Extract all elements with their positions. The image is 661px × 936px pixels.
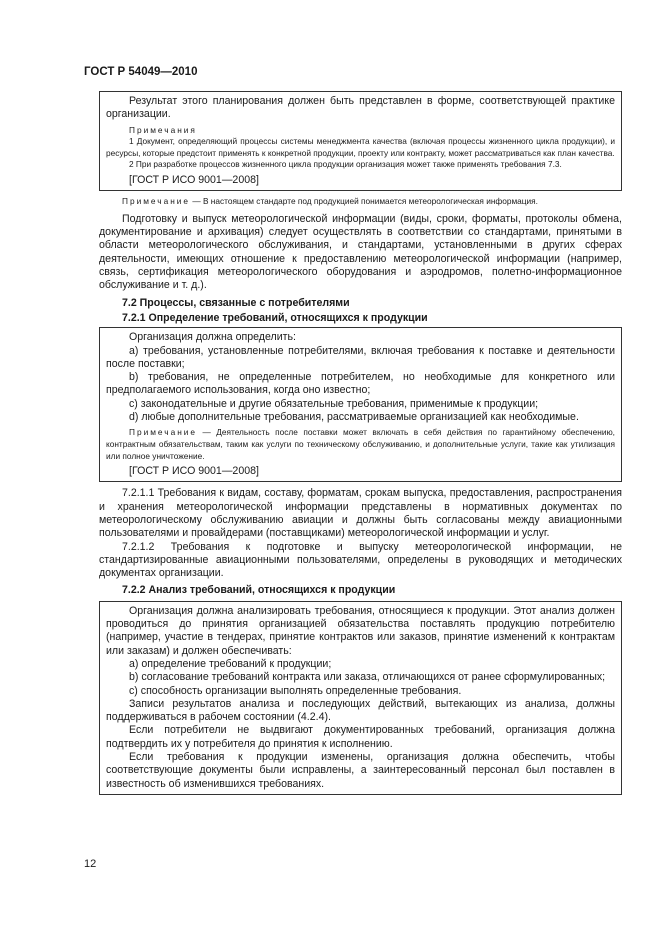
box2-item-a: а) требования, установленные потребителями, включая требования к поставке и деятельности после поставки; [106, 344, 615, 370]
heading-7-2: 7.2 Процессы, связанные с потребителями [122, 296, 350, 309]
box2-item-b: b) требования, не определенные потребителем, но необходимые для конкретного или предполагаемого использования, когда оно известно; [106, 371, 615, 397]
box1-reference: [ГОСТ Р ИСО 9001—2008] [129, 173, 259, 186]
heading-7-2-1: 7.2.1 Определение требований, относящихся к продукции [122, 311, 428, 324]
document-header: ГОСТ Р 54049—2010 [84, 66, 198, 78]
box3-paragraph-1: Организация должна анализировать требования, относящиеся к продукции. Этот анализ должен проводиться до принятия организацией обязательства поставлять продукцию потребителю (например, участие в тендерах, принятие контрактов или заказов, принятие изменений к контрактам или заказам) и должен обеспечивать: [106, 604, 615, 657]
page-number: 12 [84, 858, 97, 870]
note-label: Примечание [122, 196, 191, 207]
box1-note-1: 1 Документ, определяющий процессы системы менеджмента качества (включая процессы жизненного цикла продукции), и ресурсы, которые предстоит применять к конкретной продукции, проекту или контракту, может рассматриваться как план качества. [106, 136, 615, 158]
box2-item-c: c) законодательные и другие обязательные требования, применимые к продукции; [129, 397, 539, 410]
page-content [99, 91, 622, 795]
paragraph-preparation: Подготовку и выпуск метеорологической информации (виды, сроки, форматы, протоколы обмена, документирование и архивация) следует осуществлять в соответствии со стандартами, принятыми в области метеорологического обслуживания, и стандартами, установленными в других сферах деятельности, имеющих отношение к предоставлению метеорологической информации (например, связь, сертификация метеорологического оборудования и аэродромов, полетно-информационное обслуживание и т. д.). [99, 212, 622, 292]
box3-paragraph-4: Если требования к продукции изменены, организация должна обеспечить, чтобы соответствующие документы были исправлены, а заинтересованный персонал был поставлен в известность об изменившихся требованиях. [106, 751, 615, 790]
box3-paragraph-2: Записи результатов анализа и последующих действий, вытекающих из анализа, должны поддерживаться в рабочем состоянии (4.2.4). [106, 697, 615, 724]
box2-item-d: d) любые дополнительные требования, рассматриваемые организацией как необходимые. [129, 411, 579, 424]
box1-note-2: 2 При разработке процессов жизненного цикла продукции организация может также применять требования 7.3. [129, 159, 562, 170]
box2-intro: Организация должна определить: [129, 331, 296, 344]
note-text: — В настоящем стандарте под продукцией понимается метеорологическая информация. [190, 196, 538, 207]
heading-7-2-2: 7.2.2 Анализ требований, относящихся к продукции [122, 584, 396, 597]
paragraph-7-2-1-1: 7.2.1.1 Требования к видам, составу, форматам, срокам выпуска, предоставления, распространения и хранения метеорологической информации представлены в нормативных документах по метеорологическому обслуживанию авиации и должны быть согласованы между авиационными пользователями и провайдерами (поставщиками) метеорологической информации и услуг. [99, 487, 622, 540]
box3-item-a: а) определение требований к продукции; [129, 657, 332, 670]
box2-note [106, 427, 615, 462]
box1-notes-title: Примечания [129, 124, 197, 135]
box3-item-c: c) способность организации выполнять определенные требования. [129, 684, 462, 697]
box3-paragraph-3: Если потребители не выдвигают документированных требований, организация должна подтвердить их у потребителя до принятия к исполнению. [106, 724, 615, 750]
quote-box-analysis [99, 601, 622, 795]
quote-box-planning [99, 91, 622, 191]
box1-paragraph: Результат этого планирования должен быть представлен в форме, соответствующей практике организации. [106, 95, 615, 121]
note-after-box1 [99, 196, 622, 208]
box3-item-b: b) согласование требований контракта или заказа, отличающихся от ранее сформулированных; [129, 671, 606, 684]
box2-note-text: — Деятельность после поставки может включать в себя действия по гарантийному обеспечению, контрактным обязательствам, таким как услуги по техническому обслуживанию, и дополнительные услуги, такие как утилизация или полное уничтожение. [106, 427, 615, 461]
quote-box-requirements [99, 327, 622, 482]
box2-note-label: Примечание [129, 427, 198, 438]
box2-reference: [ГОСТ Р ИСО 9001—2008] [129, 465, 259, 478]
paragraph-7-2-1-2: 7.2.1.2 Требования к подготовке и выпуску метеорологической информации, не стандартизированные авиационными пользователями, определены в руководящих и методических документах организации. [99, 540, 622, 580]
